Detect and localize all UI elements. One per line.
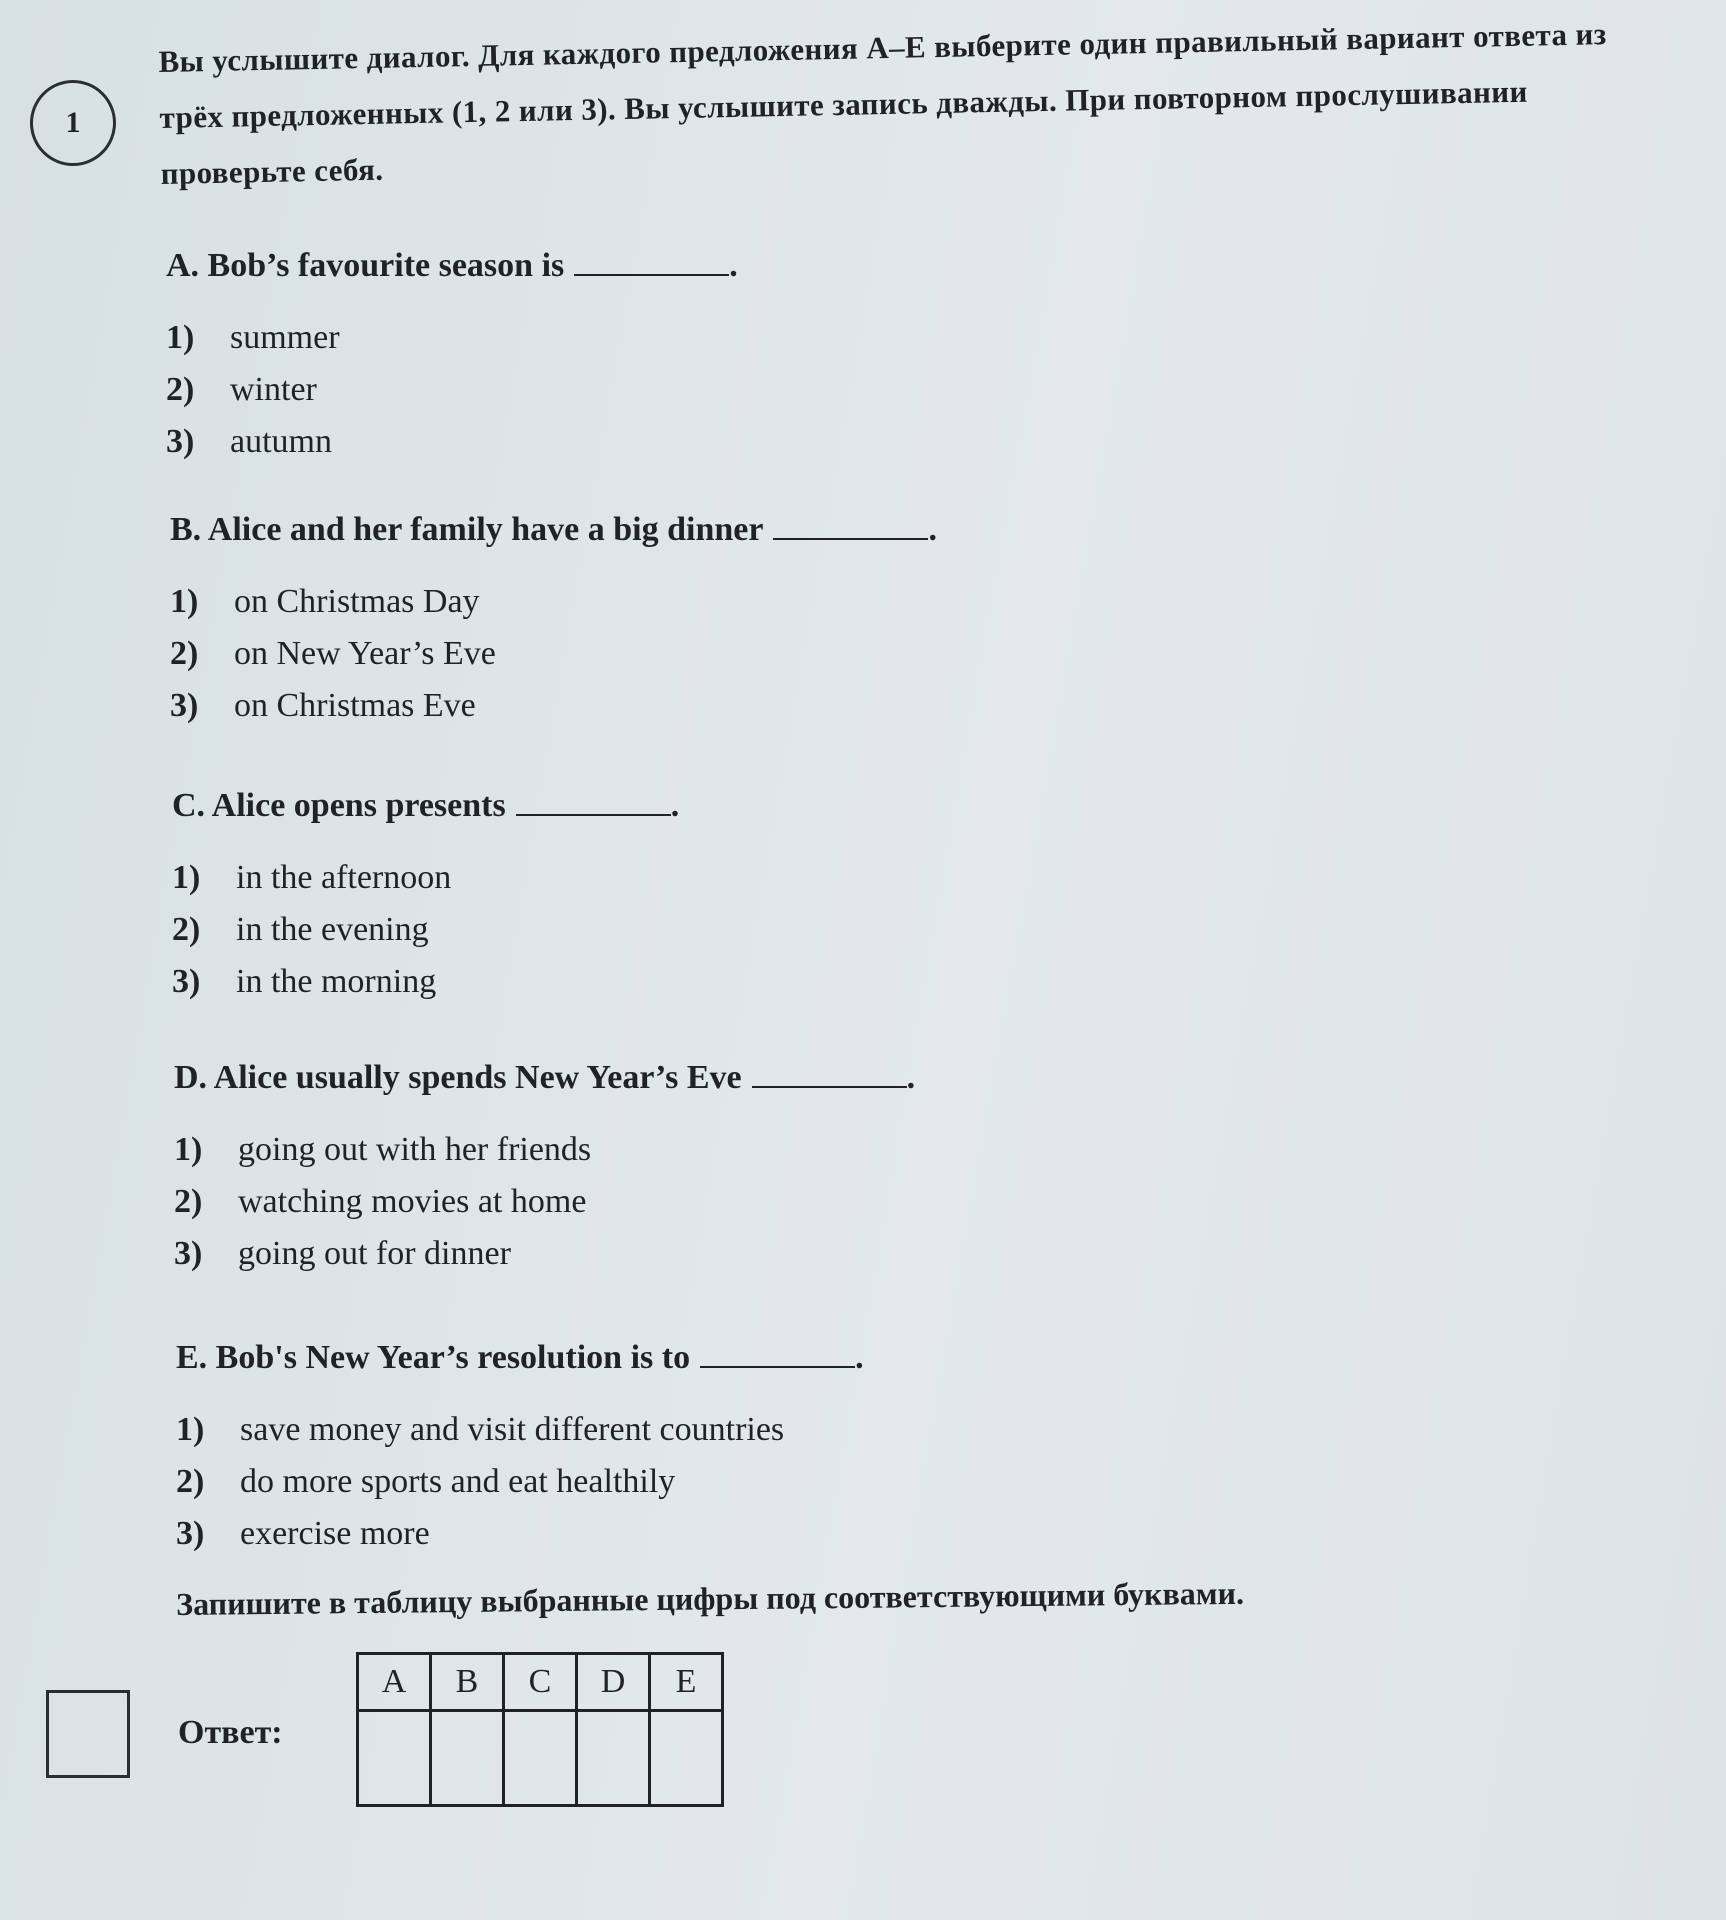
option-number: 3)	[172, 963, 201, 1000]
option	[170, 583, 1370, 621]
question-d: D. Alice usually spends New Year’s Eve . 1) going out with her friends 2) watching movies at home 3) going out for dinner	[174, 1058, 1374, 1273]
answer-table-header: C	[504, 1654, 577, 1711]
table-instruction: Запишите в таблицу выбранные цифры под соответствующими буквами.	[176, 1574, 1245, 1622]
option-text: watching movies at home	[238, 1183, 587, 1220]
task-instructions: Вы услышите диалог. Для каждого предложения A–E выберите один правильный вариант ответа из трёх предложенных (1, 2 или 3). Вы услышите запись дважды. При повторном прослушивании проверьте себя.	[158, 16, 1607, 191]
option-number: 2)	[166, 371, 195, 408]
option-number: 2)	[172, 911, 201, 948]
answer-table	[356, 1652, 724, 1807]
task-number: 1	[65, 106, 81, 139]
question-stem: E. Bob's New Year’s resolution is to	[176, 1339, 691, 1376]
option	[172, 911, 1372, 949]
option-number: 2)	[174, 1183, 203, 1220]
answer-cell-d[interactable]	[577, 1711, 650, 1806]
task-number-circle	[30, 80, 116, 166]
question-stem: D. Alice usually spends New Year’s Eve	[174, 1059, 742, 1096]
answer-table-header: B	[431, 1654, 504, 1711]
option-text: in the evening	[236, 911, 429, 948]
question-b: B. Alice and her family have a big dinner . 1) on Christmas Day 2) on New Year’s Eve 3) on Christmas Eve	[170, 510, 1370, 725]
answer-cell-b[interactable]	[431, 1711, 504, 1806]
option	[172, 859, 1372, 897]
option-number: 1)	[170, 583, 199, 620]
option	[174, 1235, 1374, 1273]
option-number: 2)	[170, 635, 199, 672]
question-c: C. Alice opens presents . 1) in the afternoon 2) in the evening 3) in the morning	[172, 786, 1372, 1001]
option-text: do more sports and eat healthily	[240, 1463, 676, 1500]
question-stem: B. Alice and her family have a big dinner	[170, 511, 764, 548]
option	[174, 1183, 1374, 1221]
option	[172, 963, 1372, 1001]
option	[176, 1515, 1376, 1553]
answer-table-header: D	[577, 1654, 650, 1711]
option-text: going out with her friends	[238, 1131, 592, 1168]
answer-table-header: E	[650, 1654, 723, 1711]
option-text: in the morning	[236, 963, 437, 1000]
option-text: autumn	[230, 423, 332, 460]
option-text: winter	[230, 371, 317, 408]
option-text: summer	[230, 319, 340, 356]
answer-blank	[516, 786, 671, 816]
option-number: 1)	[174, 1131, 203, 1168]
question-stem: A. Bob’s favourite season is	[166, 247, 565, 284]
answer-blank	[752, 1058, 907, 1088]
question-stem: C. Alice opens presents	[172, 787, 506, 824]
answer-table-header: A	[358, 1654, 431, 1711]
option	[170, 687, 1370, 725]
answer-cell-c[interactable]	[504, 1711, 577, 1806]
option-number: 3)	[170, 687, 199, 724]
option	[176, 1411, 1376, 1449]
answer-blank	[773, 510, 928, 540]
option	[166, 319, 1366, 357]
option-text: save money and visit different countries	[240, 1411, 785, 1448]
option-number: 1)	[176, 1411, 205, 1448]
option-text: on Christmas Eve	[234, 687, 476, 724]
option-number: 3)	[174, 1235, 203, 1272]
option-number: 3)	[176, 1515, 205, 1552]
question-e: E. Bob's New Year’s resolution is to . 1) save money and visit different countries 2) do more sports and eat healthily 3) exercise more	[176, 1338, 1376, 1553]
answer-cell-a[interactable]	[358, 1711, 431, 1806]
option-number: 1)	[172, 859, 201, 896]
option-text: exercise more	[240, 1515, 430, 1552]
option-number: 3)	[166, 423, 195, 460]
option	[176, 1463, 1376, 1501]
option-text: on Christmas Day	[234, 583, 480, 620]
option	[170, 635, 1370, 673]
option-number: 1)	[166, 319, 195, 356]
option-text: on New Year’s Eve	[234, 635, 496, 672]
option	[174, 1131, 1374, 1169]
question-a: A. Bob’s favourite season is . 1) summer 2) winter 3) autumn	[166, 246, 1366, 461]
answer-blank	[700, 1338, 855, 1368]
answer-cell-e[interactable]	[650, 1711, 723, 1806]
answer-label: Ответ:	[178, 1714, 283, 1751]
score-box[interactable]	[46, 1690, 130, 1778]
option	[166, 423, 1366, 461]
option	[166, 371, 1366, 409]
answer-blank	[574, 246, 729, 276]
option-text: in the afternoon	[236, 859, 452, 896]
option-number: 2)	[176, 1463, 205, 1500]
option-text: going out for dinner	[238, 1235, 511, 1272]
